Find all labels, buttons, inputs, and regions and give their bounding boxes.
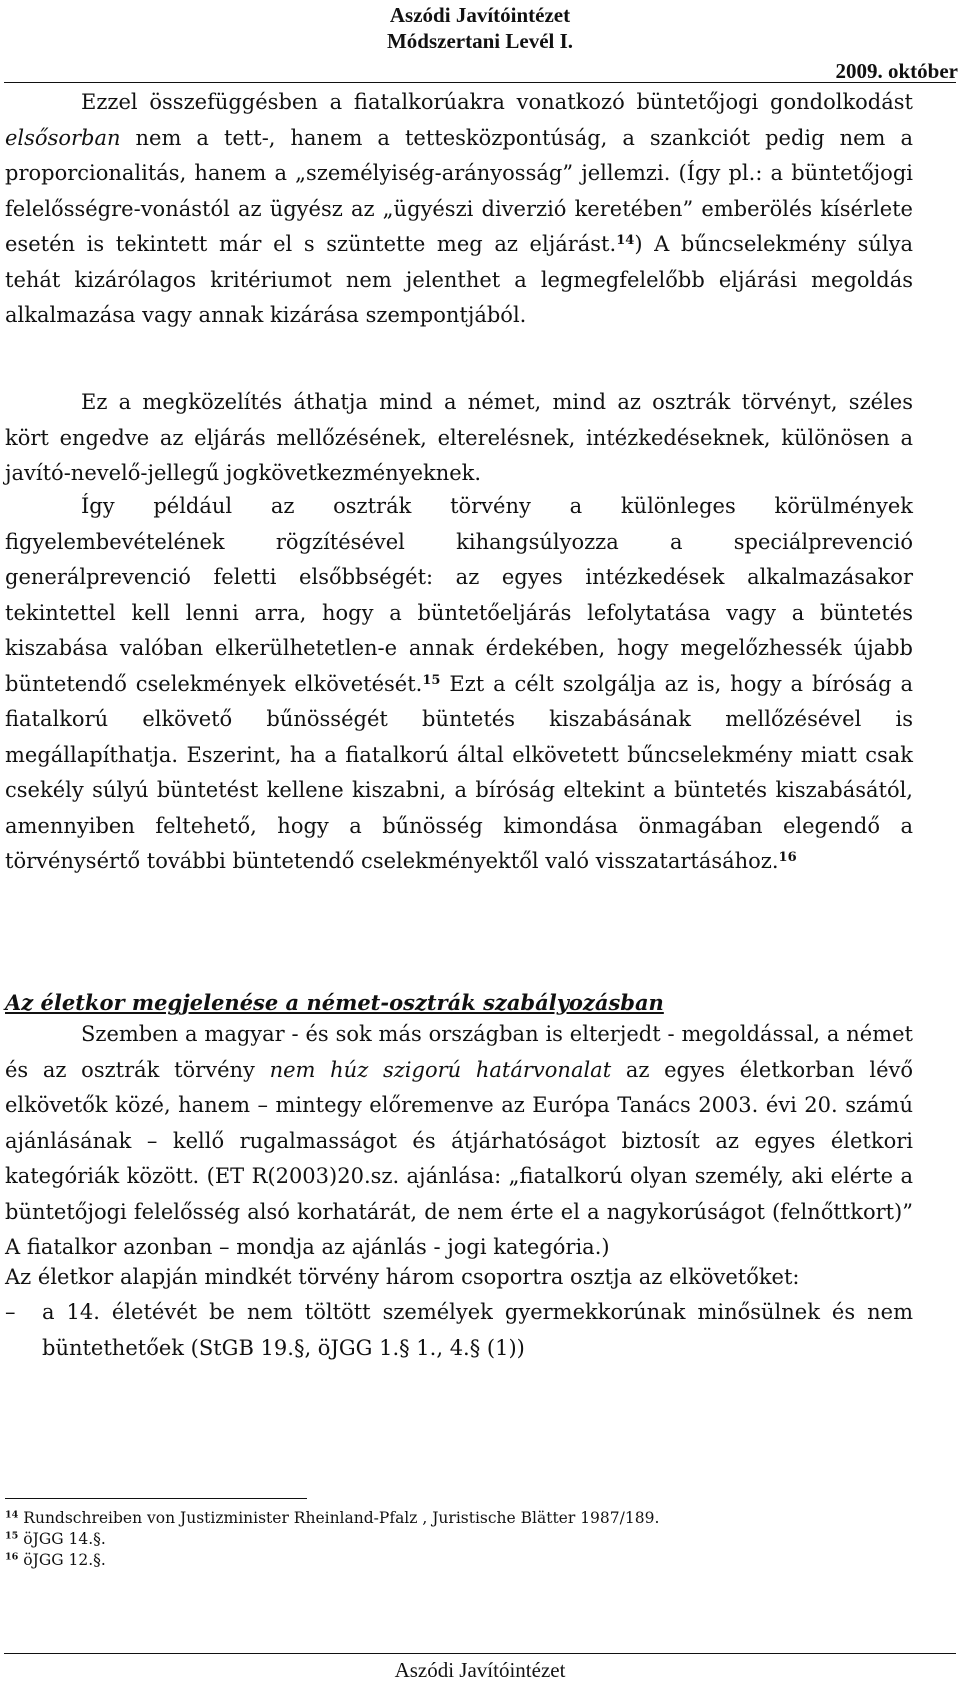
paragraph-3-text-a: Így például az osztrák törvény a különleges körülmények figyelembevételének rögzítésével kihangsúlyozza a speciálprevenció generálprevenció feletti elsőbbségét: az egyes intézkedések alkalmazásakor tekintettel kell lenni arra, hogy a büntetőeljárás lefolytatása vagy a büntetés kiszabása valóban elkerülhetetlen-e annak érdekében, hogy megelőzhessék újabb büntetendő cselekmények elkövetését. (5, 494, 913, 696)
footnote-14 (5, 1508, 905, 1529)
paragraph-1-text-c: ) A bűncselekmény súlya tehát kizárólagos kritériumot nem jelenthet a legmegfelelőbb eljárási megoldás alkalmazása vagy annak kizárása szempontjából. (5, 232, 914, 327)
paragraph-4-emphasis: nem húz szigorú határvonalat (269, 1057, 612, 1082)
footnote-14-text: Rundschreiben von Justizminister Rheinland-Pfalz , Juristische Blätter 1987/189. (18, 1509, 660, 1527)
paragraph-4-text-a: Szemben a magyar - és sok más országban is elterjedt - megoldással, a német és az osztrák törvény (5, 1022, 913, 1082)
list-dash: – (5, 1300, 16, 1324)
footnote-ref-16[interactable]: 16 (778, 849, 797, 865)
section-heading: Az életkor megjelenése a német-osztrák szabályozásban (5, 990, 664, 1015)
page-footer: Aszódi Javítóintézet (394, 1658, 566, 1682)
footnote-divider (5, 1498, 307, 1499)
footer-divider (4, 1653, 956, 1654)
footnote-14-number: 14 (5, 1509, 19, 1521)
paragraph-5-text: Az életkor alapján mindkét törvény három csoportra osztja az elkövetőket: (5, 1265, 800, 1289)
footnote-15 (5, 1529, 905, 1550)
footnote-16-text: öJGG 12.§. (18, 1551, 106, 1569)
page-header (0, 2, 960, 54)
paragraph-4 (5, 1017, 913, 1266)
paragraph-1 (5, 85, 913, 334)
footnote-ref-14[interactable]: 14 (616, 232, 635, 248)
footnote-15-text: öJGG 14.§. (18, 1530, 106, 1548)
paragraph-5 (5, 1260, 913, 1296)
header-date: 2009. október (835, 59, 958, 83)
paragraph-1-emphasis: elsősorban (5, 125, 121, 150)
paragraph-1-text-a: Ezzel összefüggésben a fiatalkorúakra vonatkozó büntetőjogi gondolkodást (81, 90, 913, 114)
footnote-16 (5, 1550, 905, 1571)
header-divider (4, 82, 956, 83)
footnote-15-number: 15 (5, 1530, 19, 1542)
footnotes (5, 1508, 905, 1571)
paragraph-4-text-b: az egyes életkorban lévő elkövetők közé, hanem – mintegy előremenve az Európa Tanács 2003. évi 20. számú ajánlásának – kellő rugalmasságot és átjárhatóságot biztosít az egyes életkori kategóriák között. (ET R(2003)20.sz. ajánlása: „fiatalkorú olyan személy, aki elérte a büntetőjogi felelősség alsó korhatárát, de nem érte el a nagykorúságot (felnőttkort)” A fiatalkor azonban – mondja az ajánlás - jogi kategória.) (5, 1057, 914, 1259)
list-item-text: a 14. életévét be nem töltött személyek gyermekkorúnak minősülnek és nem büntethetőek (StGB 19.§, öJGG 1.§ 1., 4.§ (1)) (42, 1300, 913, 1360)
header-publication: Módszertani Levél I. (386, 29, 574, 53)
paragraph-3 (5, 489, 913, 880)
paragraph-2-text: Ez a megközelítés áthatja mind a német, mind az osztrák törvényt, széles kört engedve az eljárás mellőzésének, elterelésnek, intézkedéseknek, különösen a javító-nevelő-jellegű jogkövetkezményeknek. (5, 390, 913, 485)
header-institution: Aszódi Javítóintézet (389, 3, 571, 27)
footnote-16-number: 16 (5, 1551, 19, 1563)
footnote-ref-15[interactable]: 15 (422, 672, 441, 688)
paragraph-3-text-b: Ezt a célt szolgálja az is, hogy a bíróság a fiatalkorú elkövető bűnösségét büntetés kiszabásának mellőzésével is megállapíthatja. Eszerint, ha a fiatalkorú által elkövetett bűncselekmény miatt csak csekély súlyú büntetést kellene kiszabni, a bíróság eltekint a büntetés kiszabásától, amennyiben feltehető, hogy a bűnösség kimondása önmagában elegendő a törvénysértő további büntetendő cselekményektől való visszatartásához. (5, 671, 913, 873)
paragraph-1-text-b: nem a tett-, hanem a tettesközpontúság, a szankciót pedig nem a proporcionalitás, hanem a „személyiség-arányosság” jellemzi. (Így pl.: a büntetőjogi felelősségre-vonástól az ügyész az „ügyészi diverzió keretében” emberölés kísérlete esetén is tekintett már el s szüntette meg az eljárást. (5, 125, 913, 256)
list-item (5, 1295, 913, 1366)
paragraph-2 (5, 385, 913, 492)
